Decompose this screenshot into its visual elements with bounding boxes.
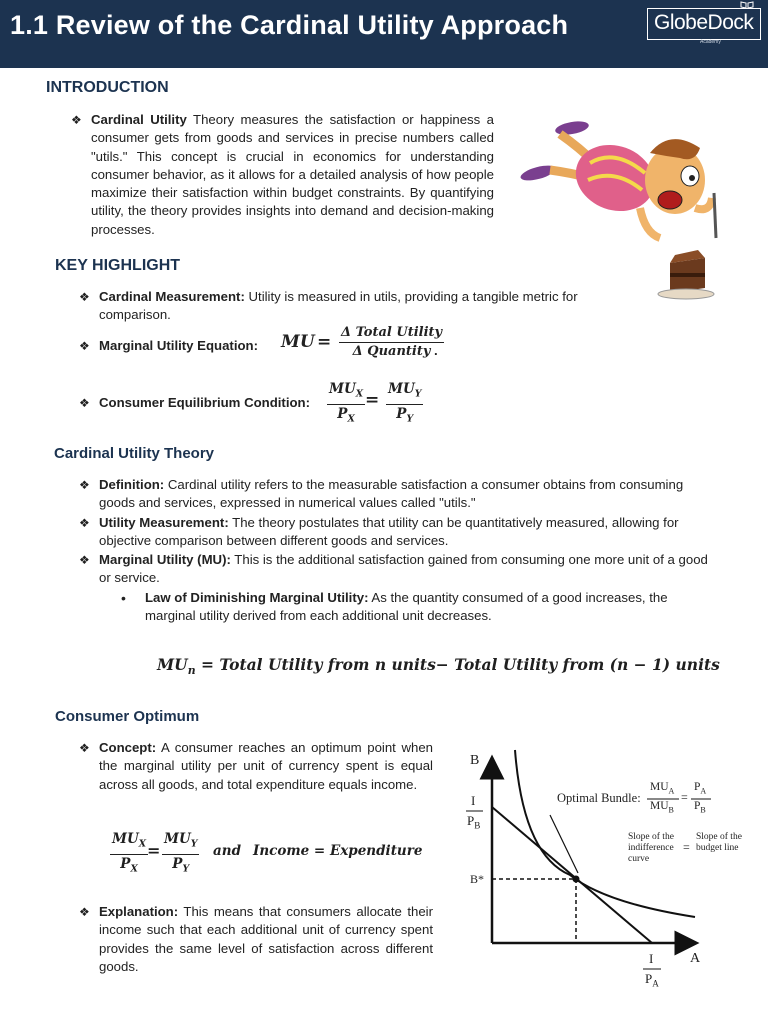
optimum-eq-and: and — [213, 843, 242, 859]
kh-item3-den2-sub: Y — [406, 413, 414, 425]
cartoon-illustration — [520, 118, 725, 308]
optimum-concept-text: A consumer reaches an optimum point when the marginal utility per unit of currency spent is equal across all goods, and total expenditure equals income. — [99, 740, 433, 792]
logo-text: GlobeDock — [654, 11, 754, 34]
optimum-explanation — [79, 903, 433, 976]
equals-sign: = — [317, 332, 332, 352]
intro-heading: INTRODUCTION — [46, 79, 169, 96]
kh-item3-label: Consumer Equilibrium Condition: — [99, 395, 310, 410]
theory-formula-sub: n — [187, 664, 196, 678]
theory-def-label: Definition: — [99, 477, 165, 492]
opt-den2: $P_B$ — [694, 800, 706, 815]
kh-item3-den1: P — [337, 405, 348, 422]
slope-ic-label: Slope of the indifference curve — [628, 832, 674, 864]
theory-utility-measurement — [79, 514, 716, 551]
kh-item-mu-equation — [79, 325, 499, 366]
logo-sub: Academy — [700, 39, 721, 45]
opt-eq-num2: MU — [164, 831, 191, 847]
theory-um-label: Utility Measurement: — [99, 515, 229, 530]
x-int-num: I — [649, 951, 654, 966]
slope-bl-label: Slope of the budget line — [696, 832, 742, 853]
diamond-bullet-icon: ❖ — [79, 478, 90, 492]
optimum-equation — [110, 830, 440, 875]
budget-line — [492, 807, 652, 943]
opt-eq-den1: P — [120, 855, 131, 872]
kh-item2-num: Δ Total Utility — [339, 324, 444, 343]
diamond-bullet-icon: ❖ — [79, 516, 90, 530]
kh-item2-fraction — [339, 324, 444, 361]
key-highlight-heading: KEY HIGHLIGHT — [55, 257, 181, 274]
intro-text: Theory measures the satisfaction or happiness a consumer gets from goods and services in precise numbers called "utils." This concept is crucial in economics for understanding consumer behavior, as it allows for a detailed analysis of how people maximize their satisfaction within budget constraints. By quantifying utility, the theory provides insights into demand and decision-making processes. — [91, 112, 494, 237]
theory-formula-lhs: MU — [157, 655, 188, 674]
theory-law-text: As the quantity consumed of a good increases, the marginal utility derived from each additional unit decreases. — [145, 590, 668, 624]
kh-item3-num1: MU — [329, 381, 356, 397]
y-int-den: $P_B$ — [467, 813, 481, 831]
opt-bundle-label: Optimal Bundle: — [557, 791, 641, 805]
theory-def-text: Cardinal utility refers to the measurable satisfaction a consumer obtains from consuming goods and services, expressed in numerical values called "utils." — [99, 477, 684, 511]
kh-item2-den: Δ Quantity — [352, 344, 431, 359]
page-title: 1.1 Review of the Cardinal Utility Approach — [10, 10, 569, 40]
kh-item3-num1-sub: X — [355, 388, 364, 400]
diamond-bullet-icon: ❖ — [79, 741, 90, 755]
opt-num2: $P_A$ — [694, 781, 707, 796]
opt-num1: $MU_A$ — [650, 781, 675, 796]
kh-item-cardinal-measurement — [79, 288, 639, 325]
kh-item2-label: Marginal Utility Equation: — [99, 338, 258, 353]
kh-item3-fraction-x — [327, 380, 365, 428]
optimum-fraction-y — [162, 830, 199, 878]
header-bar — [0, 0, 768, 68]
opt-eq-num1-sub: X — [138, 838, 147, 850]
kh-item-equilibrium — [79, 380, 499, 425]
y-int-den-sub: B — [474, 820, 481, 831]
diamond-bullet-icon: ❖ — [79, 290, 90, 304]
opt-eq-num2-sub: Y — [190, 838, 198, 850]
theory-marginal-utility — [79, 551, 716, 588]
opt-eq-num1: MU — [112, 831, 139, 847]
optimum-heading: Consumer Optimum — [55, 708, 200, 725]
opt-eq: = — [681, 790, 688, 804]
intro-paragraph — [71, 111, 494, 239]
optimum-concept-label: Concept: — [99, 740, 157, 755]
optimal-point — [573, 876, 580, 883]
kh-item3-fraction-y — [386, 380, 423, 428]
opt-den1: $MU_B$ — [650, 800, 674, 815]
theory-law — [121, 589, 716, 626]
logo — [647, 8, 761, 40]
theory-heading: Cardinal Utility Theory — [54, 445, 215, 462]
theory-law-label: Law of Diminishing Marginal Utility: — [145, 590, 369, 605]
kh-item3-num2: MU — [388, 381, 415, 397]
kh-item3-den1-sub: X — [347, 413, 355, 425]
round-bullet-icon: • — [121, 590, 126, 606]
kh-item2-lhs: MU — [281, 332, 315, 352]
x-int-den-sub: A — [652, 978, 659, 989]
theory-formula — [157, 655, 720, 677]
opt-eq-den2: P — [172, 855, 183, 872]
book-icon — [740, 1, 754, 9]
theory-mu-text: This is the additional satisfaction gained from consuming one more unit of a good or service. — [99, 552, 708, 586]
optimum-concept — [79, 739, 433, 794]
kh-item1-text: Utility is measured in utils, providing a tangible metric for comparison. — [99, 289, 578, 323]
theory-formula-rhs: = Total Utility from n units− Total Utility from (n − 1) units — [200, 655, 720, 674]
optimum-expl-label: Explanation: — [99, 904, 179, 919]
period: . — [434, 343, 438, 358]
diamond-bullet-icon: ❖ — [79, 553, 90, 567]
diamond-bullet-icon: ❖ — [79, 339, 90, 353]
axis-x-label: A — [690, 951, 701, 966]
diamond-bullet-icon: ❖ — [79, 396, 90, 410]
optimum-eq-income: Income = Expenditure — [253, 843, 423, 859]
opt-eq-den1-sub: X — [130, 863, 138, 875]
x-int-den: $P_A$ — [645, 971, 659, 989]
theory-mu-label: Marginal Utility (MU): — [99, 552, 231, 567]
y-int-num: I — [471, 793, 476, 808]
axis-y-label: B — [470, 753, 480, 768]
graph-axes — [455, 745, 755, 1005]
theory-um-text: The theory postulates that utility can be quantitatively measured, allowing for objective comparison between different goods and services. — [99, 515, 679, 549]
opt-eq-den2-sub: Y — [182, 863, 190, 875]
kh-item1-label: Cardinal Measurement: — [99, 289, 245, 304]
optimum-fraction-x — [110, 830, 148, 878]
intro-lead: Cardinal Utility — [91, 112, 187, 127]
equals-sign: = — [365, 390, 380, 410]
kh-item3-num2-sub: Y — [414, 388, 422, 400]
theory-definition — [79, 476, 716, 513]
bstar-label: B* — [470, 872, 485, 886]
equals-sign: = — [147, 841, 161, 860]
optimum-graph — [455, 745, 755, 1005]
slope-eq: = — [683, 840, 690, 854]
kh-item3-den2: P — [396, 405, 407, 422]
optimum-expl-text: This means that consumers allocate their income such that each additional unit of currency spent provides the same level of satisfaction across different goods. — [99, 904, 433, 974]
diamond-bullet-icon: ❖ — [71, 113, 82, 127]
diamond-bullet-icon: ❖ — [79, 905, 90, 919]
